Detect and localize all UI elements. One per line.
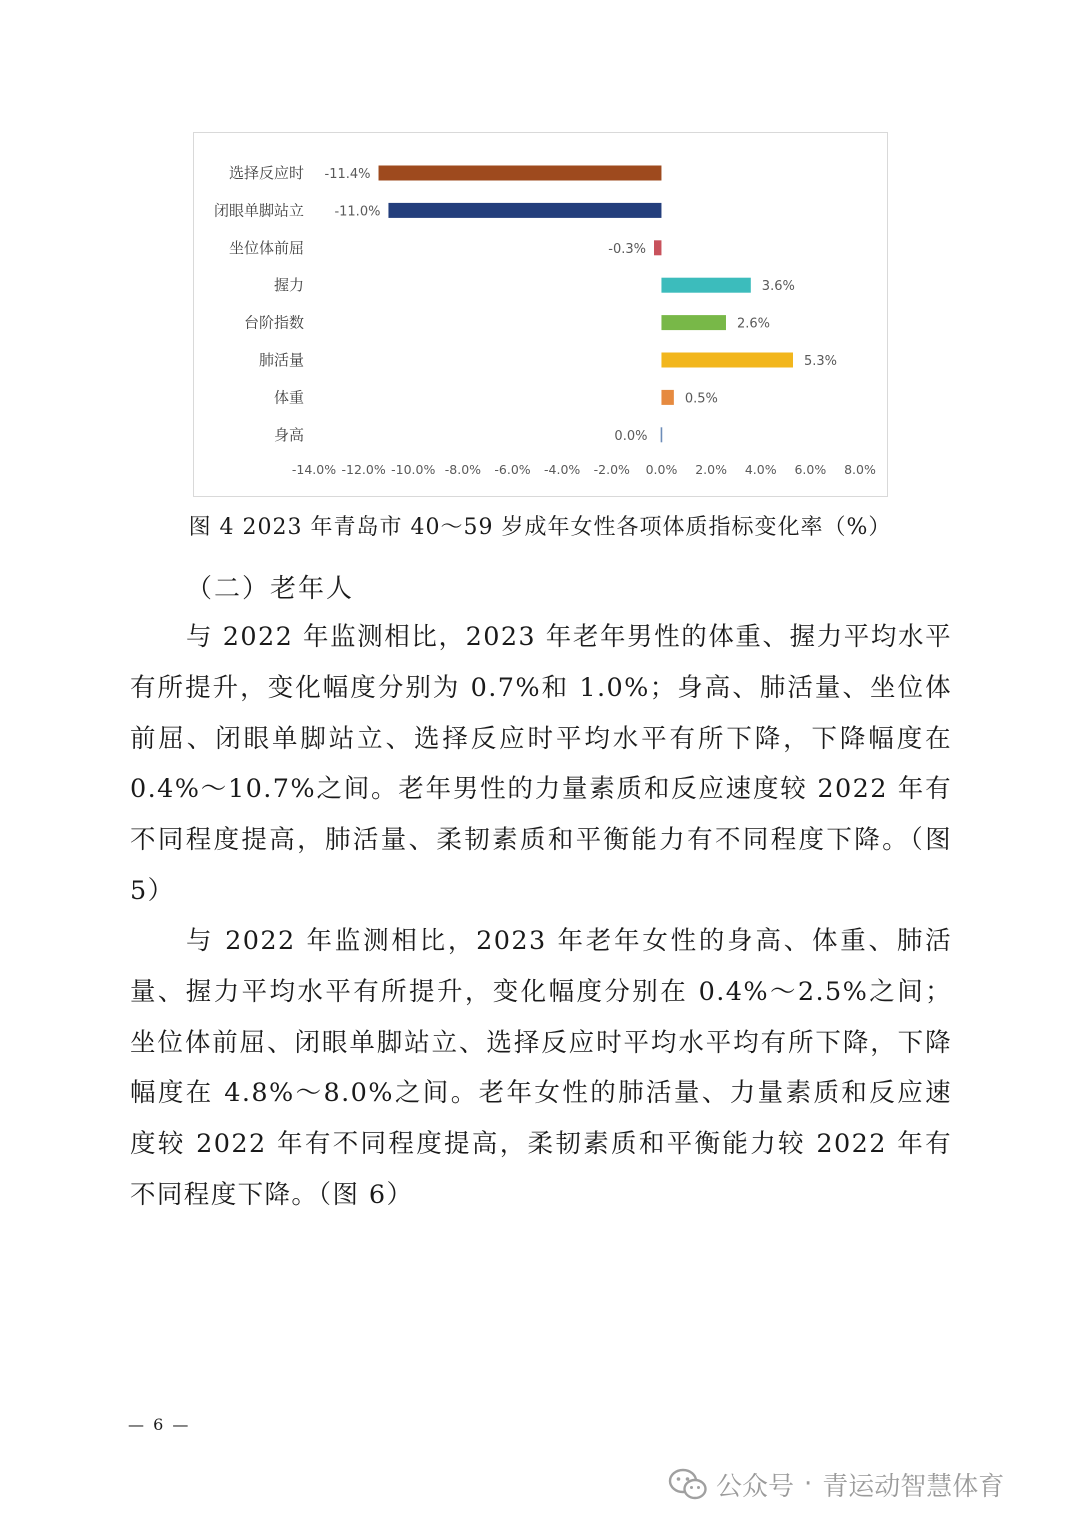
- bar: [661, 278, 750, 293]
- x-tick-label: 4.0%: [744, 462, 777, 477]
- bar: [379, 166, 662, 181]
- watermark: [668, 1464, 1004, 1504]
- page-number: — 6 —: [128, 1415, 191, 1434]
- x-tick-label: 2.0%: [695, 462, 727, 477]
- x-tick-label: -2.0%: [593, 462, 630, 477]
- category-label: 闭眼单脚站立: [213, 201, 304, 220]
- data-label: 0.5%: [684, 391, 718, 407]
- data-label: 2.6%: [736, 316, 771, 332]
- category-label: 台阶指数: [243, 313, 304, 332]
- category-label: 坐位体前屈: [228, 238, 304, 257]
- x-tick-label: 6.0%: [794, 462, 827, 477]
- bar: [661, 315, 726, 330]
- x-tick-label: -12.0%: [341, 462, 386, 477]
- category-label: 身高: [273, 425, 304, 444]
- bar: [661, 390, 673, 405]
- x-tick-label: 0.0%: [645, 462, 678, 477]
- bar: [654, 240, 661, 255]
- paragraph: 与 2022 年监测相比，2023 年老年女性的身高、体重、肺活量、握力平均水平有所提升，变化幅度分别在 0.4%～2.5%之间；坐位体前屈、闭眼单脚站立、选择反应时平均水平均有所下降，下降幅度在 4.8%～8.0%之间。老年女性的肺活量、力量素质和反应速度较 2022 年有不同程度提高，柔韧素质和平衡能力较 2022 年有不同程度下降。（图 6）: [130, 926, 952, 1210]
- data-label: 3.6%: [761, 279, 795, 295]
- section-heading: （二）老年人: [186, 574, 355, 604]
- bar: [661, 353, 793, 368]
- data-label: 0.0%: [614, 428, 648, 444]
- x-tick-label: 8.0%: [844, 462, 876, 477]
- bar: [661, 427, 663, 442]
- data-label: -11.0%: [334, 204, 381, 220]
- data-label: 5.3%: [803, 354, 838, 369]
- watermark-prefix: 公众号: [716, 1471, 795, 1502]
- x-tick-label: -6.0%: [494, 462, 531, 477]
- x-tick-label: -8.0%: [444, 462, 482, 477]
- paragraph: 与 2022 年监测相比，2023 年老年男性的体重、握力平均水平有所提升，变化幅度分别为 0.7%和 1.0%；身高、肺活量、坐位体前屈、闭眼单脚站立、选择反应时平均水平有所下降，下降幅度在 0.4%～10.7%之间。老年男性的力量素质和反应速度较 2022 年有不同程度提高，肺活量、柔韧素质和平衡能力有不同程度下降。（图 5）: [130, 622, 952, 906]
- category-label: 选择反应时: [228, 164, 304, 182]
- category-label: 体重: [273, 388, 304, 407]
- bar-chart-svg: [194, 133, 887, 496]
- x-tick-label: -10.0%: [391, 462, 436, 477]
- figure-caption: 图 4 2023 年青岛市 40～59 岁成年女性各项体质指标变化率（%）: [188, 515, 892, 540]
- wechat-icon: [668, 1467, 708, 1501]
- watermark-account: 青运动智慧体育: [822, 1471, 1005, 1502]
- x-tick-label: -4.0%: [544, 462, 581, 477]
- bar: [388, 203, 661, 218]
- watermark-separator: ·: [804, 1469, 813, 1499]
- bar-chart: [193, 132, 888, 497]
- data-label: -0.3%: [608, 241, 647, 257]
- data-label: -11.4%: [324, 167, 371, 182]
- category-label: 肺活量: [258, 351, 304, 369]
- x-tick-label: -14.0%: [291, 462, 337, 477]
- category-label: 握力: [273, 276, 304, 295]
